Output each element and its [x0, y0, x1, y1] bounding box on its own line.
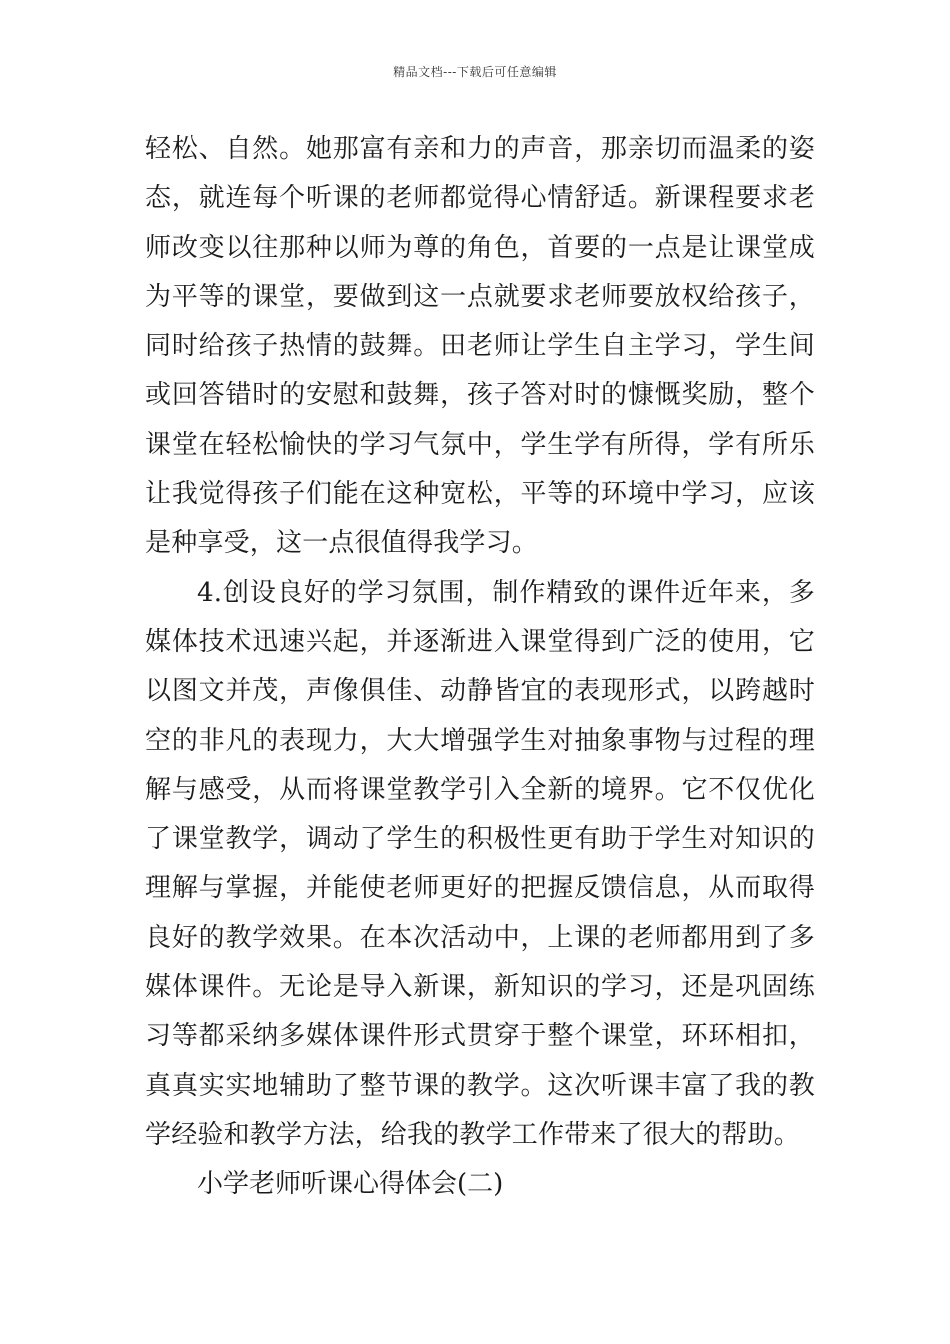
paragraph-multimedia: 4.创设良好的学习氛围，制作精致的课件近年来，多媒体技术迅速兴起，并逐渐进入课堂得到广泛的使用，它以图文并茂，声像俱佳、动静皆宜的表现形式，以跨越时空的非凡的表现力，大大增强学生对抽象事物与过程的理解与感受，从而将课堂教学引入全新的境界。它不仅优化了课堂教学，调动了学生的积极性更有助于学生对知识的理解与掌握，并能使老师更好的把握反馈信息，从而取得良好的教学效果。在本次活动中，上课的老师都用到了多媒体课件。无论是导入新课，新知识的学习，还是巩固练习等都采纳多媒体课件形式贯穿于整个课堂，环环相扣，真真实实地辅助了整节课的教学。这次听课丰富了我的教学经验和教学方法，给我的教学工作带来了很大的帮助。	[145, 577, 815, 1150]
section-heading: 小学老师听课心得体会(二)	[197, 1169, 504, 1200]
page-header: 精品文档---下载后可任意编辑	[393, 65, 557, 79]
document-body	[145, 125, 815, 1210]
paragraph-continued: 轻松、自然。她那富有亲和力的声音，那亲切而温柔的姿态，就连每个听课的老师都觉得心情舒适。新课程要求老师改变以往那种以师为尊的角色，首要的一点是让课堂成为平等的课堂，要做到这一点就要求老师要放权给孩子，同时给孩子热情的鼓舞。田老师让学生自主学习，学生间或回答错时的安慰和鼓舞，孩子答对时的慷慨奖励，整个课堂在轻松愉快的学习气氛中，学生学有所得，学有所乐让我觉得孩子们能在这种宽松，平等的环境中学习，应该是种享受，这一点很值得我学习。	[145, 134, 815, 559]
